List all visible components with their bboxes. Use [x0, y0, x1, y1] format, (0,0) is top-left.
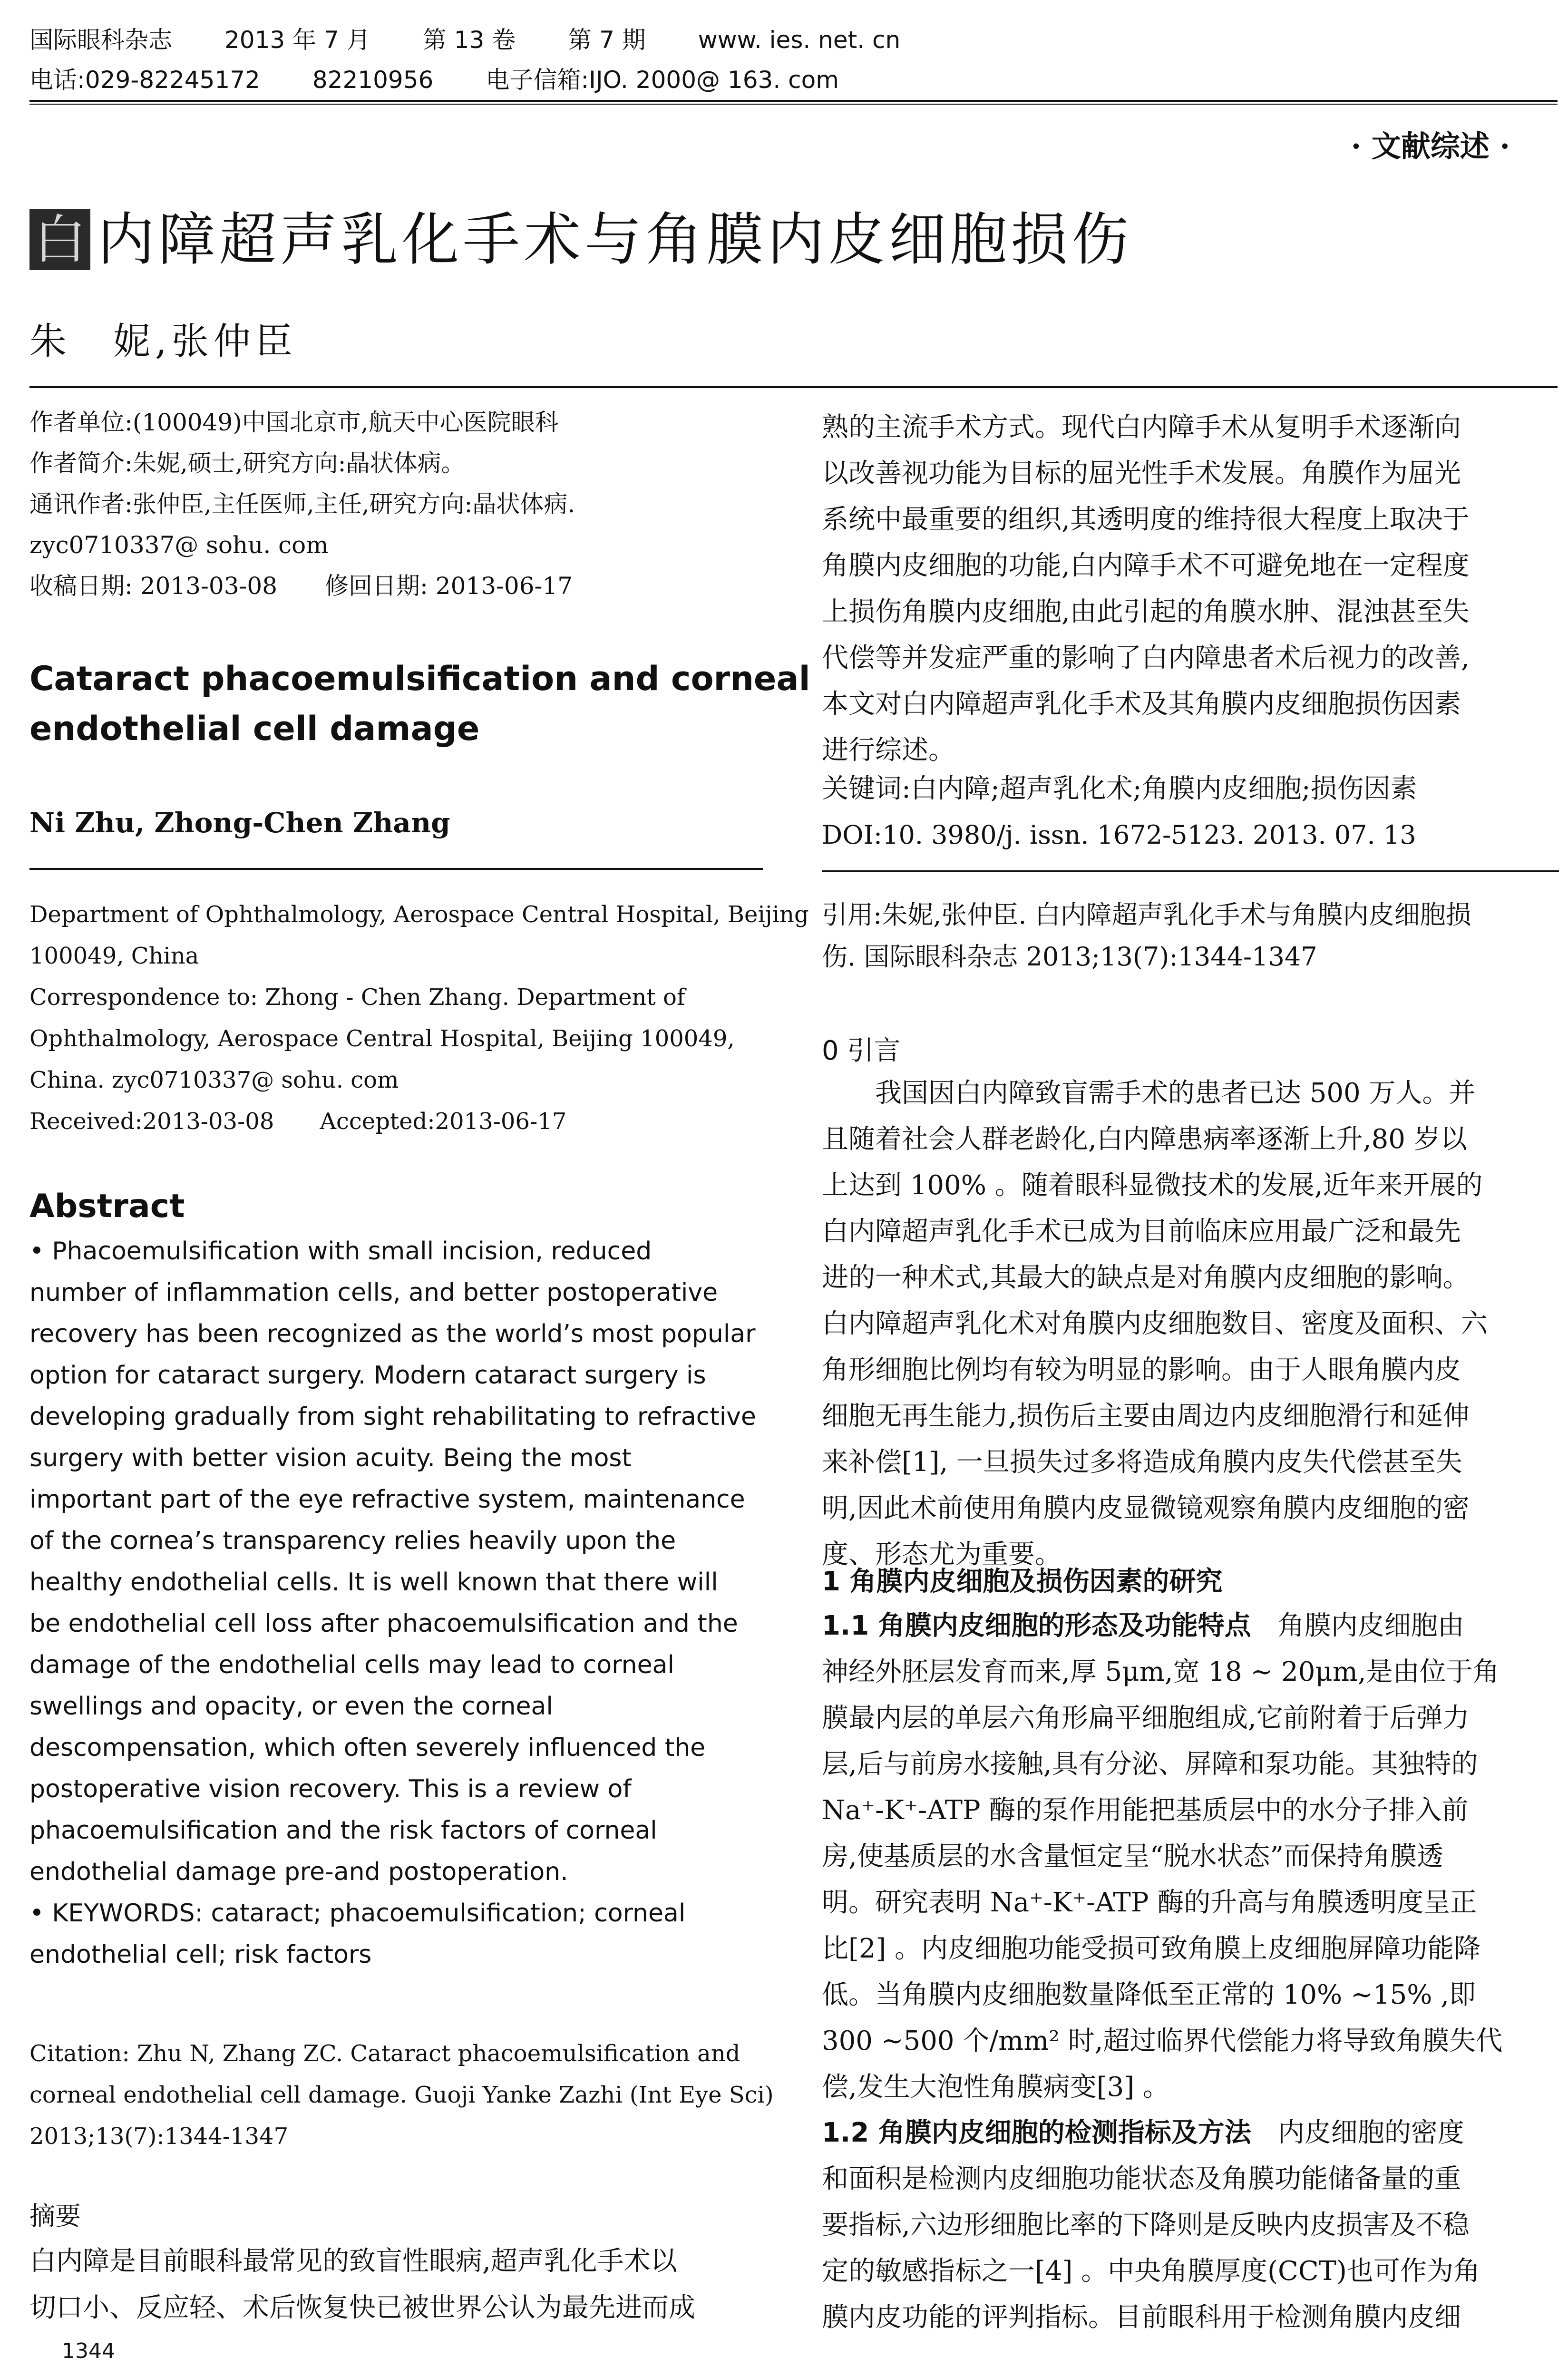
- body-line: 300 ~500 个/mm² 时,超过临界代偿能力将导致角膜失代: [822, 2026, 1503, 2056]
- abstract-continued-line: 以改善视功能为目标的屈光性手术发展。角膜作为屈光: [822, 458, 1461, 489]
- introduction-body: [822, 1070, 1559, 1578]
- abstract-line: number of inflammation cells, and better postoperative: [29, 1278, 718, 1307]
- abstract-line: descompensation, which often severely influenced the: [29, 1734, 706, 1762]
- section-heading-introduction: 0 引言: [822, 1035, 901, 1066]
- title-initial-mark: 白: [29, 209, 90, 270]
- body-line: 比[2] 。内皮细胞功能受损可致角膜上皮细胞屏障功能降: [822, 1933, 1481, 1964]
- section-1-1-body: [822, 1603, 1559, 2110]
- affiliation-line: 100049, China: [29, 943, 199, 969]
- body-line: 偿,发生大泡性角膜病变[3] 。: [822, 2072, 1169, 2103]
- body-line: 低。当角膜内皮细胞数量降低至正常的 10% ~15% ,即: [822, 1979, 1476, 2010]
- header-rule-thin: [29, 104, 1558, 105]
- citation-line: Citation: Zhu N, Zhang ZC. Cataract phacoemulsification and: [29, 2040, 740, 2067]
- chinese-abstract-line: 切口小、反应轻、术后恢复快已被世界公认为最先进而成: [29, 2292, 695, 2323]
- body-line: 膜内皮功能的评判指标。目前眼科用于检测角膜内皮细: [822, 2302, 1461, 2333]
- left-column-rule: [29, 868, 763, 870]
- right-column-rule: [822, 870, 1559, 872]
- chinese-abstract-heading: 摘要: [29, 2201, 81, 2231]
- english-title-line: endothelial cell damage: [29, 709, 480, 748]
- abstract-line: damage of the endothelial cells may lead to corneal: [29, 1651, 674, 1679]
- journal-name: 国际眼科杂志: [29, 26, 172, 54]
- body-line: 角膜内皮细胞由: [1251, 1610, 1464, 1641]
- body-line: 和面积是检测内皮细胞功能状态及角膜功能储备量的重: [822, 2163, 1461, 2194]
- section-1-2-body: [822, 2110, 1559, 2340]
- header-rule: [29, 100, 1558, 102]
- journal-phone: 电话:029-82245172: [29, 66, 260, 94]
- abstract-line: be endothelial cell loss after phacoemulsification and the: [29, 1609, 738, 1638]
- body-line: Na⁺-K⁺-ATP 酶的泵作用能把基质层中的水分子排入前: [822, 1795, 1469, 1826]
- journal-header-line1: [29, 25, 953, 55]
- section-heading-1: 1 角膜内皮细胞及损伤因素的研究: [822, 1566, 1223, 1597]
- journal-website: www. ies. net. cn: [698, 26, 901, 54]
- body-line: 层,后与前房水接触,具有分泌、屏障和泵功能。其独特的: [822, 1749, 1478, 1780]
- abstract-line: developing gradually from sight rehabilitating to refractive: [29, 1403, 756, 1431]
- author-bio: 作者简介:朱妮,硕士,研究方向:晶状体病。: [29, 449, 465, 477]
- chinese-citation-line: 伤. 国际眼科杂志 2013;13(7):1344-1347: [822, 942, 1317, 972]
- subsection-heading-1-1: 1.1 角膜内皮细胞的形态及功能特点: [822, 1610, 1251, 1641]
- abstract-continued-line: 上损伤角膜内皮细胞,由此引起的角膜水肿、混浊甚至失: [822, 596, 1470, 627]
- english-affiliation: [29, 894, 809, 1142]
- received-accepted-line: Received:2013-03-08 Accepted:2013-06-17: [29, 1108, 567, 1135]
- abstract-line: recovery has been recognized as the world’s most popular: [29, 1320, 756, 1348]
- chinese-abstract-continued: [822, 404, 1559, 773]
- abstract-continued-line: 熟的主流手术方式。现代白内障手术从复明手术逐渐向: [822, 412, 1461, 443]
- abstract-continued-line: 代偿等并发症严重的影响了白内障患者术后视力的改善,: [822, 643, 1470, 673]
- abstract-line: postoperative vision recovery. This is a review of: [29, 1775, 632, 1803]
- correspondence-line: Ophthalmology, Aerospace Central Hospital, Beijing 100049,: [29, 1025, 735, 1052]
- doi: DOI:10. 3980/j. issn. 1672-5123. 2013. 07. 13: [822, 820, 1416, 850]
- body-line: 神经外胚层发育而来,厚 5μm,宽 18 ~ 20μm,是由位于角: [822, 1656, 1500, 1687]
- body-line: 内皮细胞的密度: [1251, 2117, 1464, 2148]
- abstract-body: [29, 1231, 763, 1976]
- volume: 第 13 卷: [422, 26, 516, 54]
- abstract-line: swellings and opacity, or even the corneal: [29, 1692, 553, 1721]
- abstract-line: phacoemulsification and the risk factors of corneal: [29, 1816, 657, 1845]
- author-metadata: [29, 402, 763, 606]
- title-rule: [29, 386, 1558, 388]
- chinese-keywords: 关键词:白内障;超声乳化术;角膜内皮细胞;损伤因素: [822, 773, 1417, 804]
- body-line: 房,使基质层的水含量恒定呈“脱水状态”而保持角膜透: [822, 1841, 1444, 1872]
- body-line: 我国因白内障致盲需手术的患者已达 500 万人。并: [822, 1078, 1476, 1109]
- english-title-line: Cataract phacoemulsification and corneal: [29, 659, 810, 698]
- abstract-line: • Phacoemulsification with small incision, reduced: [29, 1237, 652, 1266]
- abstract-heading: Abstract: [29, 1188, 185, 1225]
- issue-number: 第 7 期: [568, 26, 646, 54]
- article-authors: 朱 妮,张仲臣: [29, 320, 297, 363]
- body-line: 白内障超声乳化术对角膜内皮细胞数目、密度及面积、六: [822, 1308, 1488, 1339]
- body-line: 进的一种术式,其最大的缺点是对角膜内皮细胞的影响。: [822, 1262, 1470, 1293]
- chinese-abstract-line: 白内障是目前眼科最常见的致盲性眼病,超声乳化手术以: [29, 2246, 677, 2277]
- english-title: [29, 654, 810, 754]
- chinese-citation: [822, 894, 1559, 978]
- subsection-heading-1-2: 1.2 角膜内皮细胞的检测指标及方法: [822, 2117, 1251, 2148]
- page-number: 1344: [62, 2339, 115, 2363]
- chinese-citation-line: 引用:朱妮,张仲臣. 白内障超声乳化手术与角膜内皮细胞损: [822, 900, 1471, 930]
- abstract-continued-line: 本文对白内障超声乳化手术及其角膜内皮细胞损伤因素: [822, 689, 1461, 720]
- body-line: 上达到 100% 。随着眼科显微技术的发展,近年来开展的: [822, 1170, 1483, 1201]
- body-line: 膜最内层的单层六角形扁平细胞组成,它前附着于后弹力: [822, 1703, 1470, 1734]
- abstract-line: option for cataract surgery. Modern cataract surgery is: [29, 1361, 706, 1390]
- journal-email: 电子信箱:IJO. 2000@ 163. com: [486, 66, 839, 94]
- correspondence-line: China. zyc0710337@ sohu. com: [29, 1067, 399, 1093]
- english-citation: [29, 2033, 774, 2157]
- issue-date: 2013 年 7 月: [224, 26, 370, 54]
- corresponding-email: zyc0710337@ sohu. com: [29, 531, 329, 559]
- author-affiliation: 作者单位:(100049)中国北京市,航天中心医院眼科: [29, 409, 559, 436]
- corresponding-author: 通讯作者:张仲臣,主任医师,主任,研究方向:晶状体病.: [29, 490, 575, 518]
- abstract-line: endothelial damage pre-and postoperation.: [29, 1858, 568, 1886]
- body-line: 定的敏感指标之一[4] 。中央角膜厚度(CCT)也可作为角: [822, 2256, 1480, 2287]
- section-tag: · 文献综述 ·: [1351, 129, 1510, 164]
- affiliation-line: Department of Ophthalmology, Aerospace Central Hospital, Beijing: [29, 901, 809, 928]
- abstract-line: healthy endothelial cells. It is well known that there will: [29, 1568, 718, 1597]
- abstract-line: important part of the eye refractive system, maintenance: [29, 1485, 745, 1514]
- english-authors: Ni Zhu, Zhong-Chen Zhang: [29, 807, 450, 839]
- body-line: 明,因此术前使用角膜内皮显微镜观察角膜内皮细胞的密: [822, 1493, 1470, 1524]
- article-title: 内障超声乳化手术与角膜内皮细胞损伤: [97, 207, 1132, 273]
- journal-phone-2: 82210956: [312, 66, 434, 94]
- body-line: 且随着社会人群老龄化,白内障患病率逐渐上升,80 岁以: [822, 1124, 1467, 1155]
- body-line: 度、形态尤为重要。: [822, 1539, 1062, 1570]
- abstract-continued-line: 进行综述。: [822, 735, 955, 766]
- body-line: 白内障超声乳化手术已成为目前临床应用最广泛和最先: [822, 1216, 1461, 1247]
- keywords-line: endothelial cell; risk factors: [29, 1940, 372, 1969]
- abstract-line: of the cornea’s transparency relies heavily upon the: [29, 1527, 676, 1555]
- citation-line: corneal endothelial cell damage. Guoji Yanke Zazhi (Int Eye Sci): [29, 2082, 774, 2108]
- keywords-line: • KEYWORDS: cataract; phacoemulsification; corneal: [29, 1899, 686, 1928]
- body-line: 细胞无再生能力,损伤后主要由周边内皮细胞滑行和延伸: [822, 1401, 1470, 1432]
- body-line: 要指标,六边形细胞比率的下降则是反映内皮损害及不稳: [822, 2210, 1470, 2241]
- received-revised-dates: 收稿日期: 2013-03-08 修回日期: 2013-06-17: [29, 572, 573, 600]
- body-line: 来补偿[1], 一旦损失过多将造成角膜内皮失代偿甚至失: [822, 1447, 1462, 1478]
- citation-line: 2013;13(7):1344-1347: [29, 2123, 289, 2150]
- correspondence-line: Correspondence to: Zhong - Chen Zhang. Department of: [29, 984, 685, 1011]
- journal-header-line2: [29, 65, 891, 95]
- abstract-continued-line: 角膜内皮细胞的功能,白内障手术不可避免地在一定程度: [822, 550, 1470, 581]
- body-line: 角形细胞比例均有较为明显的影响。由于人眼角膜内皮: [822, 1354, 1461, 1385]
- chinese-abstract-body: [29, 2238, 763, 2331]
- abstract-line: surgery with better vision acuity. Being the most: [29, 1444, 632, 1472]
- body-line: 明。研究表明 Na⁺-K⁺-ATP 酶的升高与角膜透明度呈正: [822, 1887, 1477, 1918]
- abstract-continued-line: 系统中最重要的组织,其透明度的维持很大程度上取决于: [822, 504, 1470, 535]
